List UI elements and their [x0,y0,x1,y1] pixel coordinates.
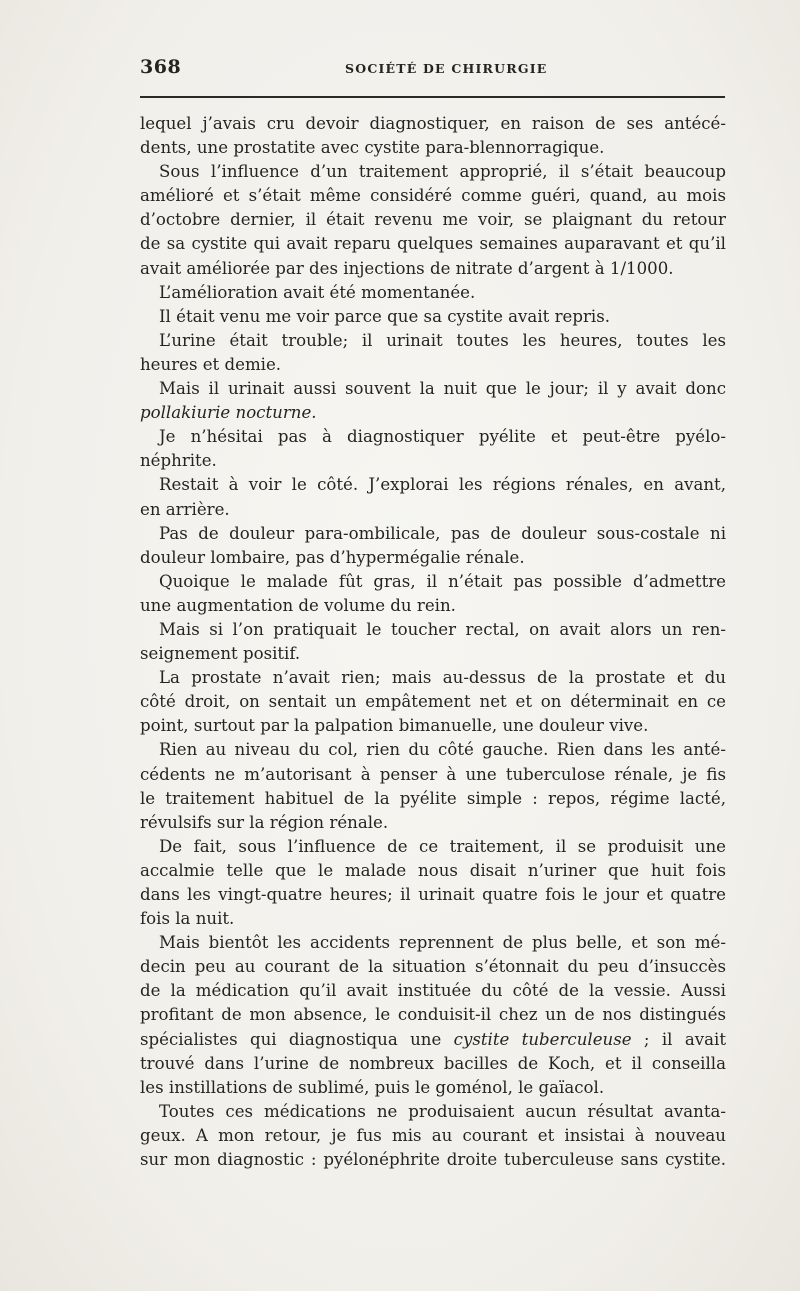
text-line: Quoique le malade fût gras, il n’était pas possible d’admettre [159,571,726,591]
text-line: La prostate n’avait rien; mais au-dessus de la prostate et du [159,668,726,688]
text-line: L’urine était trouble; il urinait toutes les heures, toutes les [159,330,726,350]
text-line: point, surtout par la palpation bimanuelle, une douleur vive. [140,716,649,736]
text-line: avait améliorée par des injections de nitrate d’argent à 1/1000. [140,258,674,278]
text-line: Il était venu me voir parce que sa cystite avait repris. [159,306,610,326]
text-line: néphrite. [140,451,217,471]
text-line: sur mon diagnostic : pyélonéphrite droite tuberculeuse sans cystite. [140,1150,726,1170]
text-line: dans les vingt-quatre heures; il urinait quatre fois le jour et quatre [140,885,726,904]
text-line: Sous l’influence d’un traitement approprié, il s’était beaucoup [159,162,726,182]
text-line: cédents ne m’autorisant à penser à une tuberculose rénale, je fis [140,764,726,784]
text-line: Je n’hésitai pas à diagnostiquer pyélite et peut-être pyélo- [159,427,726,447]
page-number: 368 [140,56,182,78]
text-line: les instillations de sublimé, puis le goménol, le gaïacol. [140,1077,605,1097]
text-line: fois la nuit. [140,909,235,929]
text-segment: ; il avait [631,1029,726,1049]
text-line: de la médication qu’il avait instituée du côté de la vessie. Aussi [140,981,726,1001]
text-line: une augmentation de volume du rein. [140,595,456,615]
journal-title: SOCIÉTÉ DE CHIRURGIE [345,61,548,76]
text-line: profitant de mon absence, le conduisit-il chez un de nos distingués [140,1005,726,1025]
text-line: d’octobre dernier, il était revenu me voir, se plaignant du retour [140,210,726,230]
text-line: amélioré et s’était même considéré comme guéri, quand, au mois [140,186,726,206]
text-line: côté droit, on sentait un empâtement net et on déterminait en ce [140,692,726,712]
text-line: douleur lombaire, pas d’hypermégalie rénale. [140,547,525,567]
text-line: trouvé dans l’urine de nombreux bacilles de Koch, et il conseilla [140,1053,726,1073]
text-line [140,401,726,425]
text-line: dents, une prostatite avec cystite para-blennorragique. [140,138,605,158]
body-text [140,112,726,1172]
text-line: heures et demie. [140,354,282,374]
text-line: Mais il urinait aussi souvent la nuit que le jour; il y avait donc [159,379,726,399]
text-line: De fait, sous l’influence de ce traitement, il se produisit une [159,836,726,856]
text-line: Pas de douleur para-ombilicale, pas de douleur sous-costale ni [159,523,726,543]
text-line: en arrière. [140,499,230,519]
text-line: lequel j’avais cru devoir diagnostiquer, en raison de ses antécé- [140,114,726,133]
text-line: geux. A mon retour, je fus mis au courant et insistai à nouveau [140,1125,726,1145]
text-line: le traitement habituel de la pyélite simple : repos, régime lacté, [140,788,726,808]
text-line: L’amélioration avait été momentanée. [159,282,476,302]
text-line: seignement positif. [140,644,301,664]
header-rule [140,96,725,98]
text-line: Mais si l’on pratiquait le toucher rectal, on avait alors un ren- [159,619,726,639]
text-line: decin peu au courant de la situation s’étonnait du peu d’insuccès [140,957,726,977]
text-line: Toutes ces médications ne produisaient aucun résultat avanta- [159,1101,726,1121]
text-line: Restait à voir le côté. J’explorai les régions rénales, en avant, [159,475,726,495]
text-line: Mais bientôt les accidents reprennent de plus belle, et son mé- [159,933,726,953]
text-line: de sa cystite qui avait reparu quelques semaines auparavant et qu’il [140,234,726,254]
text-line: révulsifs sur la région rénale. [140,812,389,832]
text-segment: spécialistes qui diagnostiqua une [140,1029,454,1049]
italic-term: cystite tuberculeuse [453,1029,632,1049]
italic-term: pollakiurie nocturne. [140,403,317,423]
text-line: Rien au niveau du col, rien du côté gauche. Rien dans les anté- [159,740,726,760]
text-line [140,1028,726,1052]
text-line: accalmie telle que le malade nous disait n’uriner que huit fois [140,860,726,880]
running-head [140,56,725,84]
